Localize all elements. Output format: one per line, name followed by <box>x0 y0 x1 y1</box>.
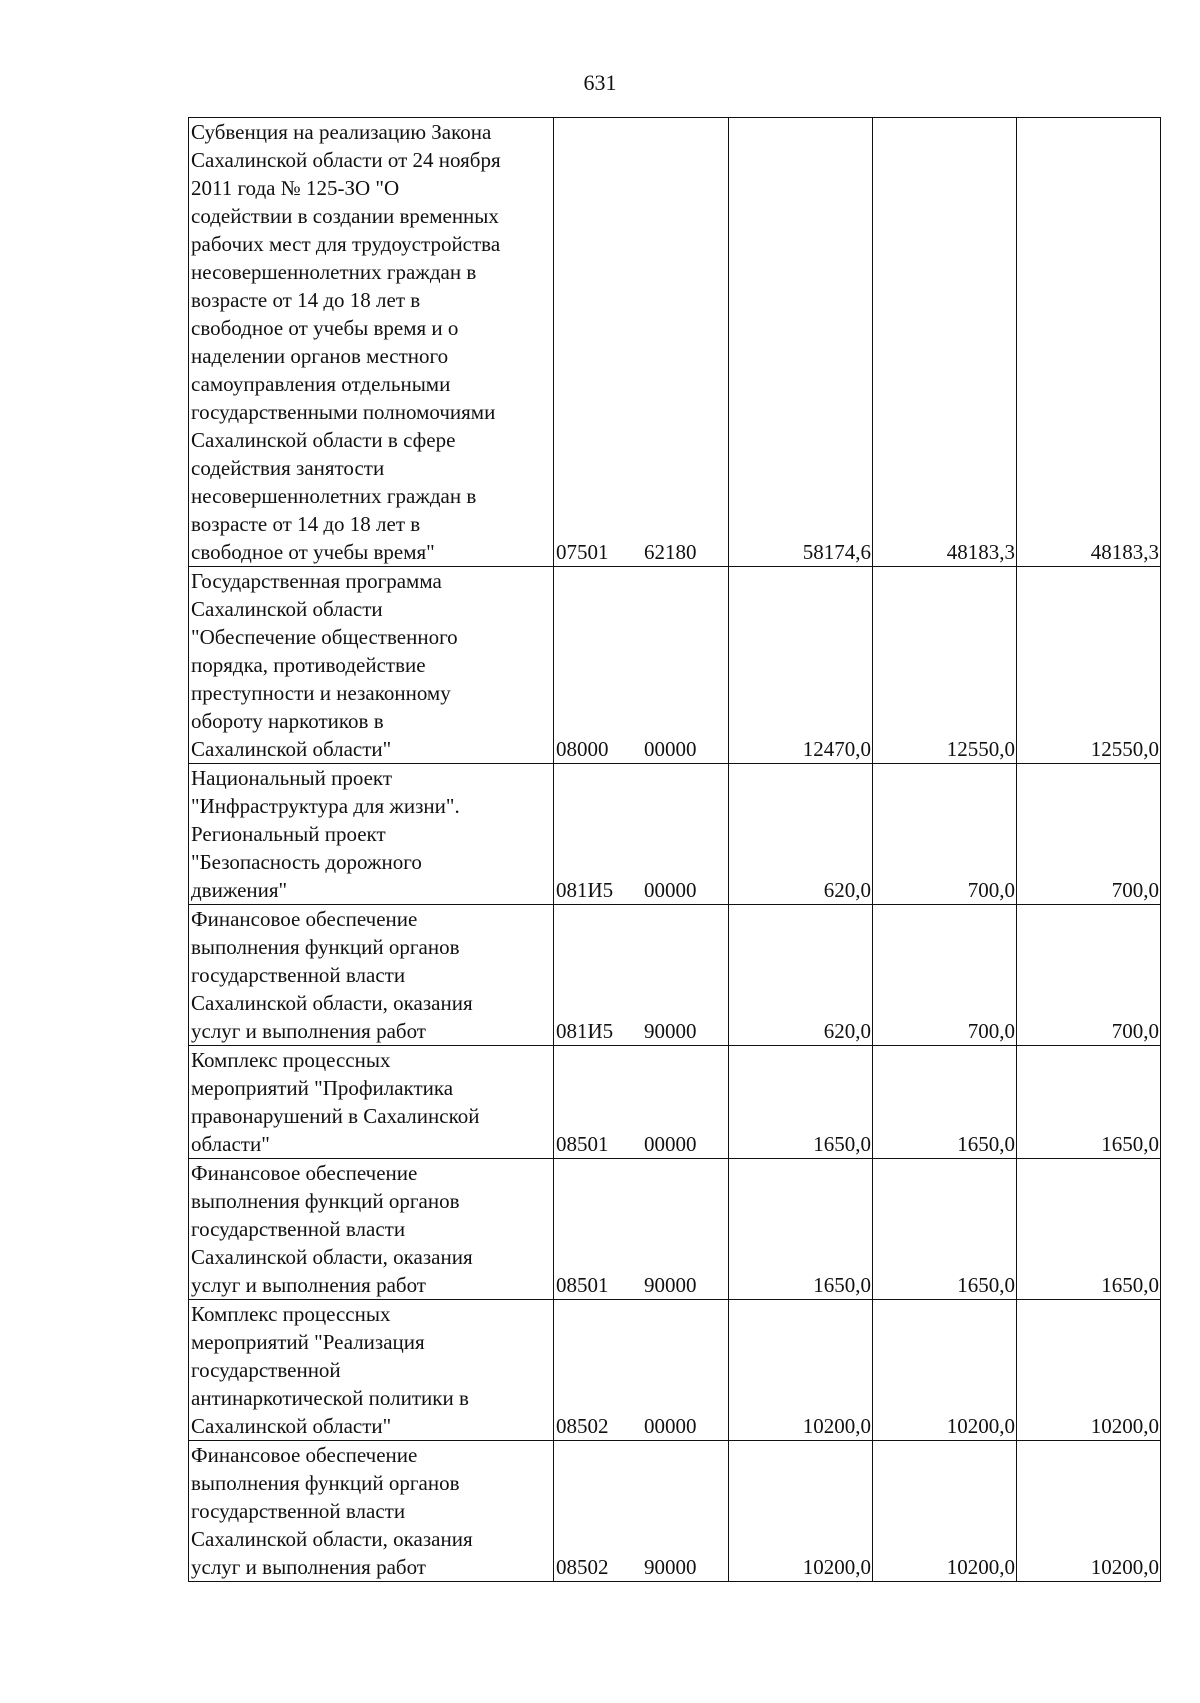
program-code: 081И5 <box>556 878 614 902</box>
program-code: 08502 <box>556 1555 609 1579</box>
direction-code: 90000 <box>644 1555 697 1579</box>
row-name: Комплекс процессных мероприятий "Профилактика правонарушений в Сахалинской области" <box>191 1048 480 1156</box>
row-name: Национальный проект "Инфраструктура для жизни". Региональный проект "Безопасность дорожного движения" <box>191 766 460 902</box>
table-row <box>189 1300 1161 1441</box>
value-year-1: 1650,0 <box>729 1159 873 1300</box>
value-year-2: 10200,0 <box>873 1300 1017 1441</box>
row-name: Финансовое обеспечение выполнения функций органов государственной власти Сахалинской области, оказания услуг и выполнения работ <box>191 1161 473 1297</box>
value-year-3: 1650,0 <box>1017 1159 1161 1300</box>
program-code: 08501 <box>556 1273 609 1297</box>
table-row <box>189 1441 1161 1582</box>
value-year-3: 10200,0 <box>1017 1441 1161 1582</box>
value-year-1: 12470,0 <box>729 567 873 764</box>
value-year-2: 10200,0 <box>873 1441 1017 1582</box>
direction-code: 00000 <box>644 878 697 902</box>
program-code-cell <box>554 764 729 905</box>
row-name-cell <box>189 1046 554 1159</box>
table-row <box>189 1046 1161 1159</box>
table-row <box>189 567 1161 764</box>
row-name-cell <box>189 1441 554 1582</box>
direction-code: 00000 <box>644 737 697 761</box>
value-year-2: 1650,0 <box>873 1046 1017 1159</box>
row-name-cell <box>189 1159 554 1300</box>
value-year-3: 12550,0 <box>1017 567 1161 764</box>
program-code: 08501 <box>556 1132 609 1156</box>
row-name-cell <box>189 1300 554 1441</box>
value-year-3: 1650,0 <box>1017 1046 1161 1159</box>
row-name-cell <box>189 905 554 1046</box>
value-year-3: 700,0 <box>1017 764 1161 905</box>
row-name-cell <box>189 764 554 905</box>
value-year-3: 48183,3 <box>1017 118 1161 567</box>
value-year-1: 58174,6 <box>729 118 873 567</box>
value-year-2: 12550,0 <box>873 567 1017 764</box>
program-code-cell <box>554 1159 729 1300</box>
direction-code: 90000 <box>644 1273 697 1297</box>
program-code-cell <box>554 567 729 764</box>
value-year-2: 1650,0 <box>873 1159 1017 1300</box>
program-code-cell <box>554 905 729 1046</box>
table-row <box>189 764 1161 905</box>
program-code: 081И5 <box>556 1019 614 1043</box>
program-code-cell <box>554 118 729 567</box>
row-name: Финансовое обеспечение выполнения функций органов государственной власти Сахалинской области, оказания услуг и выполнения работ <box>191 1443 473 1579</box>
direction-code: 00000 <box>644 1414 697 1438</box>
row-name: Субвенция на реализацию Закона Сахалинской области от 24 ноября 2011 года № 125-ЗО "О содействии в создании временных рабочих мест для трудоустройства несовершеннолетних граждан в возрасте от 14 до 18 лет в свободное от учебы время и о наделении органов местного самоуправления отдельными государственными полномочиями Сахалинской области в сфере содействия занятости несовершеннолетних граждан в возрасте от 14 до 18 лет в свободное от учебы время" <box>191 120 501 564</box>
value-year-1: 620,0 <box>729 905 873 1046</box>
program-code-cell <box>554 1441 729 1582</box>
row-name: Финансовое обеспечение выполнения функций органов государственной власти Сахалинской области, оказания услуг и выполнения работ <box>191 907 473 1043</box>
direction-code: 62180 <box>644 540 697 564</box>
value-year-3: 10200,0 <box>1017 1300 1161 1441</box>
value-year-1: 1650,0 <box>729 1046 873 1159</box>
program-code: 08000 <box>556 737 609 761</box>
row-name: Государственная программа Сахалинской области "Обеспечение общественного порядка, противодействие преступности и незаконному обороту наркотиков в Сахалинской области" <box>191 569 458 761</box>
value-year-1: 10200,0 <box>729 1300 873 1441</box>
page-number: 631 <box>583 70 617 95</box>
value-year-1: 620,0 <box>729 764 873 905</box>
table-row <box>189 1159 1161 1300</box>
value-year-3: 700,0 <box>1017 905 1161 1046</box>
value-year-2: 700,0 <box>873 905 1017 1046</box>
value-year-2: 48183,3 <box>873 118 1017 567</box>
table-row <box>189 905 1161 1046</box>
program-code-cell <box>554 1046 729 1159</box>
row-name-cell <box>189 567 554 764</box>
program-code: 08502 <box>556 1414 609 1438</box>
value-year-2: 700,0 <box>873 764 1017 905</box>
value-year-1: 10200,0 <box>729 1441 873 1582</box>
program-code-cell <box>554 1300 729 1441</box>
budget-table <box>188 117 1161 1582</box>
table-row <box>189 118 1161 567</box>
row-name-cell <box>189 118 554 567</box>
row-name: Комплекс процессных мероприятий "Реализация государственной антинаркотической политики в Сахалинской области" <box>191 1302 469 1438</box>
program-code: 07501 <box>556 540 609 564</box>
direction-code: 00000 <box>644 1132 697 1156</box>
direction-code: 90000 <box>644 1019 697 1043</box>
